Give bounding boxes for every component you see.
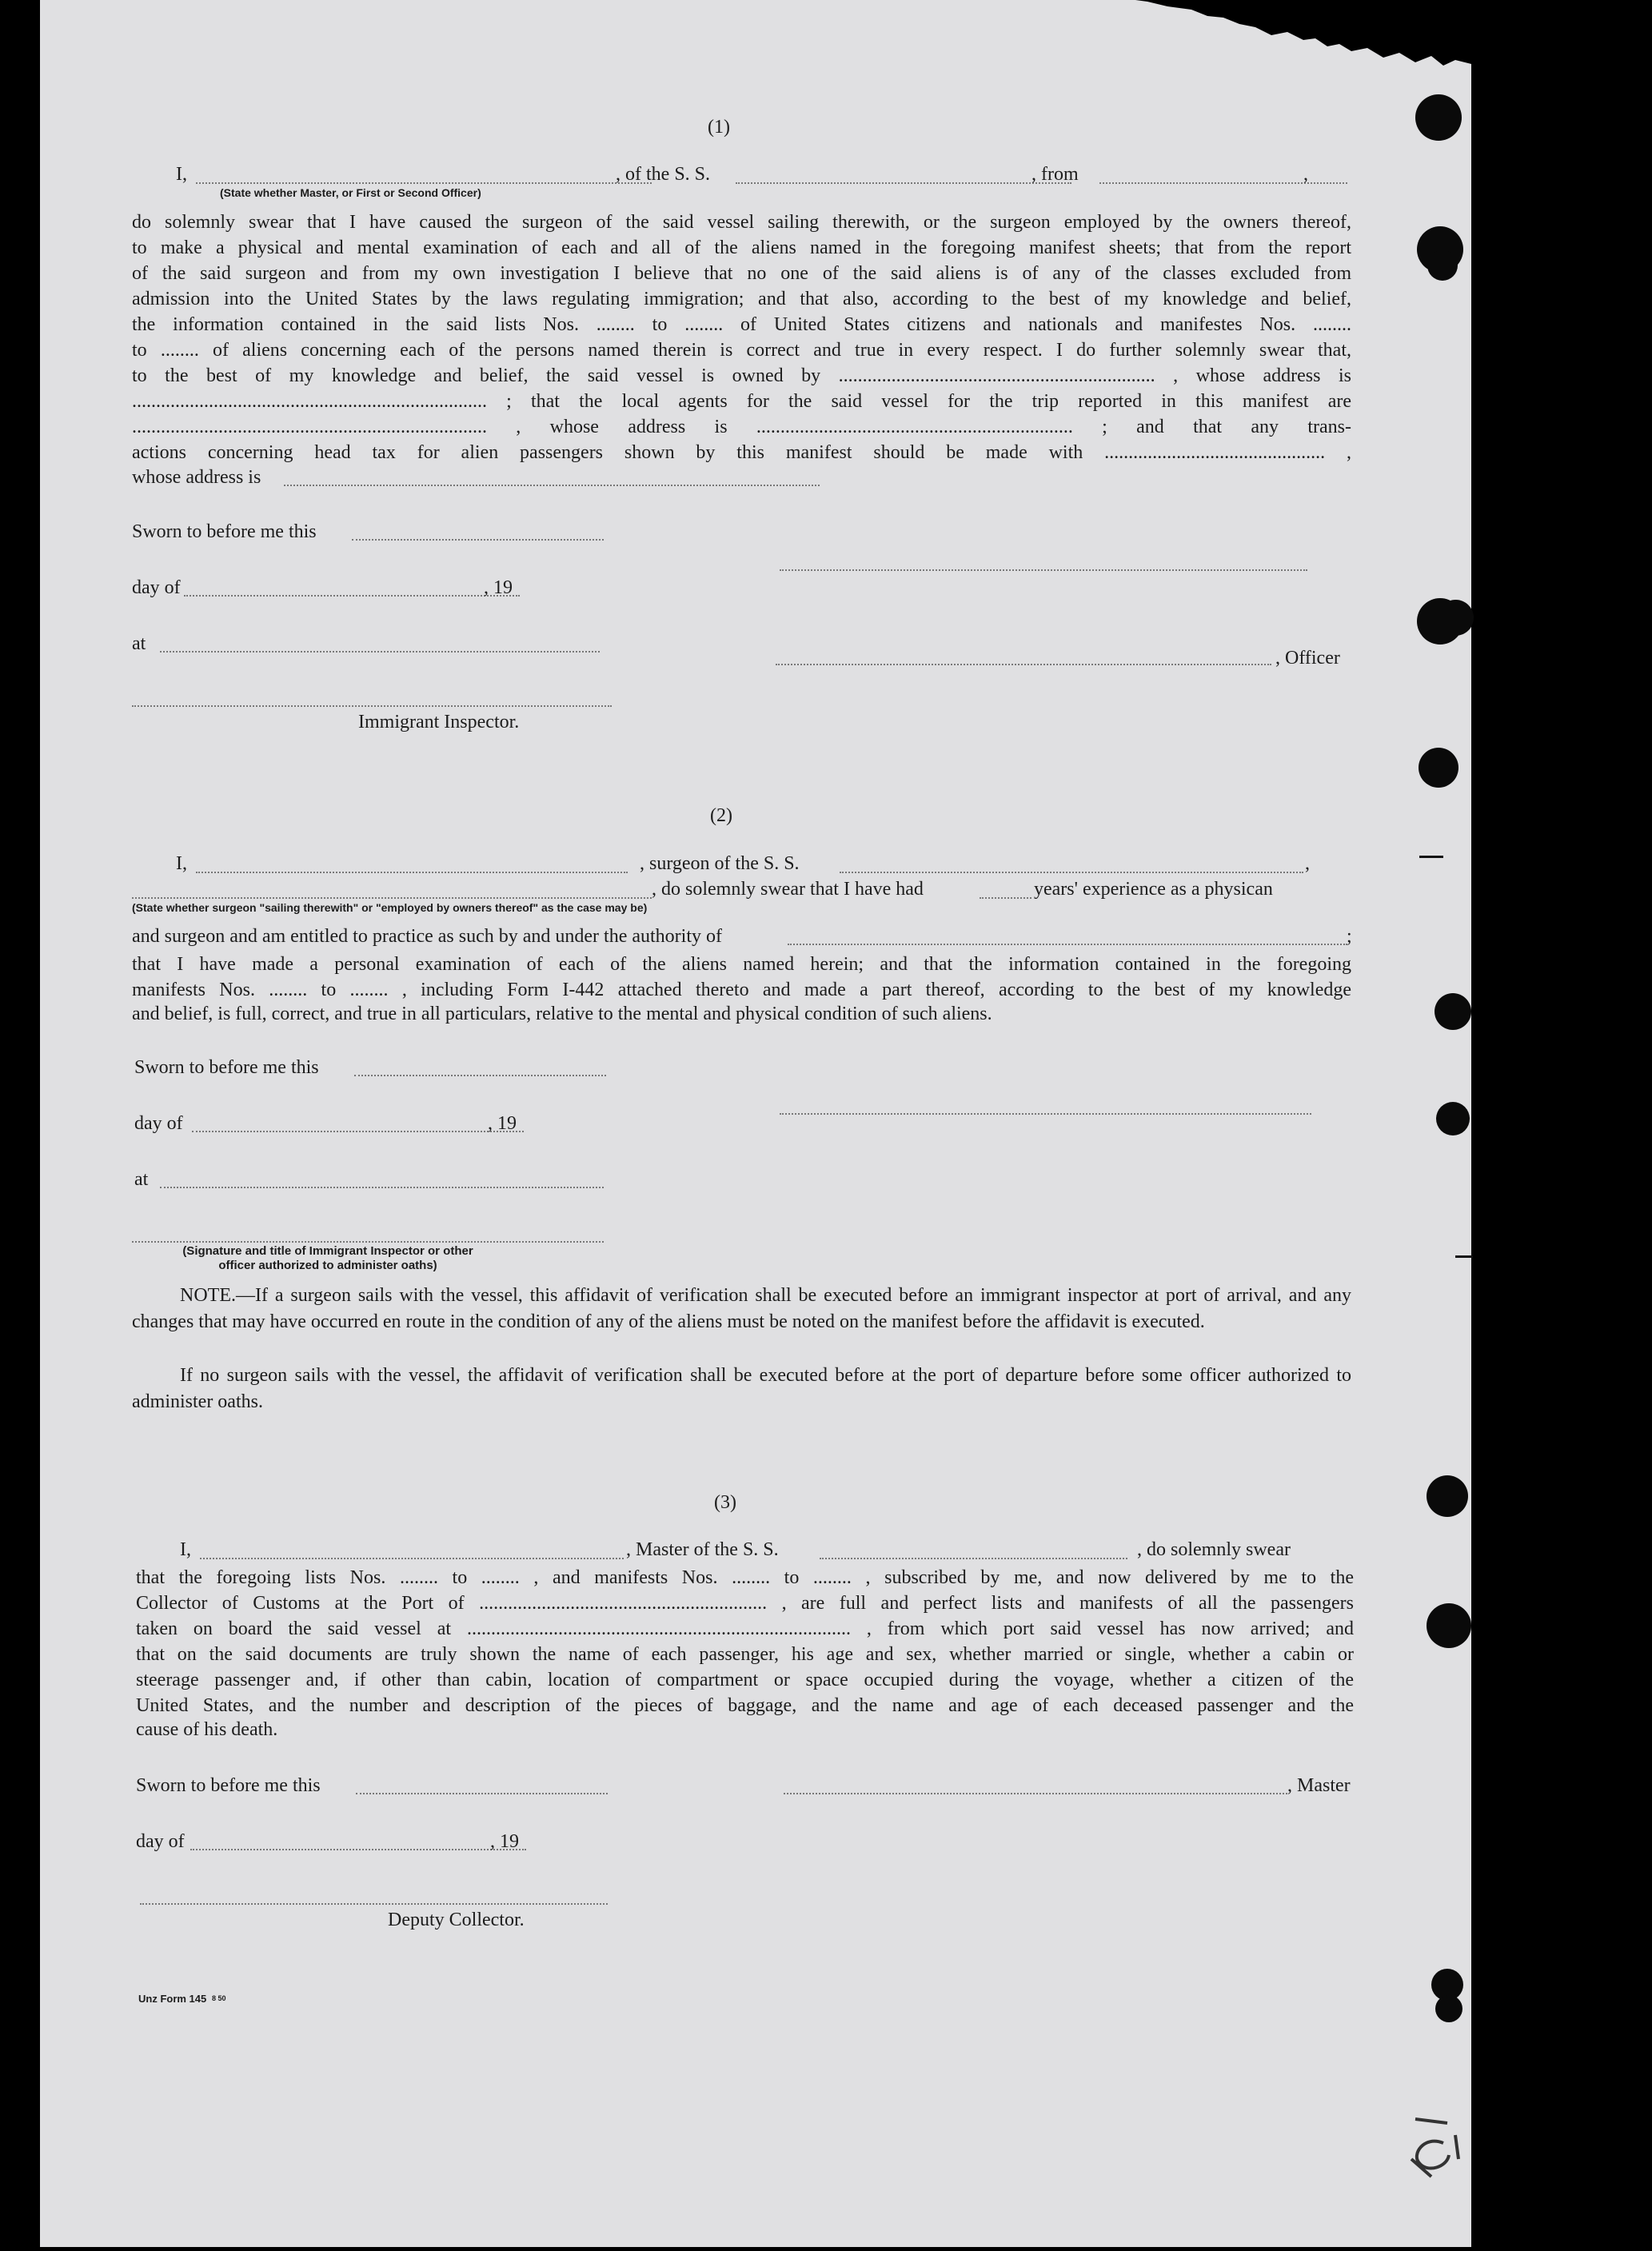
s2-status-note: (State whether surgeon "sailing therewith" or "employed by owners thereof" as the case may be) bbox=[132, 901, 648, 914]
s2-years-experience: years' experience as a physican bbox=[1034, 879, 1273, 900]
s1-sig-blank[interactable] bbox=[780, 569, 1307, 571]
s2-body-line: that I have made a personal examination of each of the aliens named herein; and that the information contained in the foregoing bbox=[132, 954, 1351, 975]
s1-sworn-blank[interactable] bbox=[352, 539, 604, 541]
s1-inspector-label: Immigrant Inspector. bbox=[358, 712, 520, 732]
punch-hole bbox=[1427, 250, 1458, 281]
punch-hole bbox=[1419, 748, 1458, 788]
s3-sworn-blank[interactable] bbox=[356, 1793, 608, 1794]
punch-hole bbox=[1435, 993, 1471, 1030]
punch-hole bbox=[1427, 1475, 1468, 1517]
s1-body-line: to the best of my knowledge and belief, the said vessel is owned by .................................................................. , whose address is bbox=[132, 365, 1351, 386]
s1-officer-note: (State whether Master, or First or Second Officer) bbox=[220, 186, 481, 199]
document-page: (1) I, , of the S. S. , from , (State whether Master, or First or Second Officer) do solemnly swear that I have caused the surgeon of the said vessel sailing therewith, or the surgeon employed by the owners thereof, to make a physical and mental examination of each and all of the aliens named in the foregoing manifest sheets; that from the report of the said surgeon and from my own investigation I believe that no one of the said aliens is of any of the classes excluded from admission into the United States by the laws regulating immigration; and that also, according to the best of my knowledge and belief, the information contained in the said lists Nos. ........ to ........ of United States citizens and nationals and manifestes Nos. ........ to ........ of aliens concerning each of the persons named therein is correct and true in every respect. I do further solemnly swear that, to the best of my knowledge and belief, the said vessel is owned by .................................................................. , whose address is .......................................................................... ; that the local agents for the said vessel for the trip reported in this manifest are .......................................................................... , whose address is .................................................................. ; and that any trans- actions concerning head tax for alien passengers shown by this manifest should be made with .............................................. , whose address is Sworn to before me this day of , 19 at , Officer Immigrant Inspector. (2) I, , surgeon of the S. S. , , do solemnly swear that I have had years' experience as a physican (State whether surgeon "sailing therewith" or "employed by owners thereof" as the case may be) and surgeon and am entitled to practice as such by and under the authority of ; that I have made a personal examination of each of the aliens named herein; and that the information contained in the foregoing manifests Nos. ........ to ........ , including Form I-442 attached thereto and made a part thereof, according to the best of my knowledge and belief, is full, correct, and true in all particulars, relative to the mental and physical condition of such aliens. Sworn to before me this day of , 19 at (Signature and title of Immigrant Inspector or other officer authorized to administer oaths) NOTE.—If a surgeon sails with the vessel, this affidavit of verification shall be executed before an immigrant inspector at port of arrival, and any changes that may have occurred en route in the condition of any of the aliens must be noted on the manifest before the affidavit is executed. If no surgeon sails with the vessel, the affidavit of verification shall be executed before at the port of departure before some officer authorized to administer oaths. (3) I, , Master of the S. S. , do solemnly swear that the foregoing lists Nos. ........ to ........ , and manifests Nos. ........ to ........ , subscribed by me, and now delivered by me to the Collector of Customs at the Port of ............................................................ , are full and perfect lists and manifests of all the passengers taken on board the said vessel at ................................................................................ , from which port said vessel has now arrived; and that on the said documents are truly shown the name of each passenger, his age and sex, whether married or single, whether a cabin or steerage passenger and, if other than cabin, location of compartment or space occupied during the voyage, whether a citizen of the United States, and the number and description of the pieces of baggage, and the name and age of each deceased passenger and the cause of his death. Sworn to before me this , Master day of , 19 Deputy Collector. Unz Form 145 8 50 bbox=[40, 0, 1471, 2247]
s1-body-line: to ........ of aliens concerning each of the persons named therein is correct and true in every respect. I do further solemnly swear that, bbox=[132, 340, 1351, 361]
s2-i: I, bbox=[176, 853, 187, 874]
s2-body-line: and belief, is full, correct, and true in all particulars, relative to the mental and physical condition of such aliens. bbox=[132, 1004, 992, 1024]
s1-day: day of bbox=[132, 577, 181, 598]
s2-inspector-blank[interactable] bbox=[132, 1241, 604, 1243]
s1-i: I, bbox=[176, 164, 187, 185]
s1-body-line: .......................................................................... ; that the local agents for the said vessel for the trip reported in this manifest are bbox=[132, 391, 1351, 412]
s2-sig-blank[interactable] bbox=[780, 1113, 1311, 1115]
s2-day-blank[interactable] bbox=[192, 1131, 524, 1132]
s3-body-line: steerage passenger and, if other than cabin, location of compartment or space occupied during the voyage, whether a citizen of the bbox=[136, 1670, 1354, 1690]
s2-authority-blank[interactable] bbox=[788, 944, 1347, 945]
margin-mark bbox=[1419, 856, 1443, 858]
margin-mark bbox=[1455, 1255, 1473, 1258]
s2-at-blank[interactable] bbox=[160, 1187, 604, 1188]
s3-day-blank[interactable] bbox=[190, 1849, 526, 1850]
section-1-heading: (1) bbox=[708, 117, 730, 138]
s3-collector-blank[interactable] bbox=[140, 1903, 608, 1905]
s1-body-line: to make a physical and mental examination of each and all of the aliens named in the foregoing manifest sheets; that from the report bbox=[132, 237, 1351, 258]
s3-master-label: , Master bbox=[1287, 1775, 1351, 1796]
punch-hole bbox=[1427, 1603, 1471, 1648]
s3-body-line: Collector of Customs at the Port of ............................................................ , are full and perfect lists and manifests of all the passengers bbox=[136, 1593, 1354, 1614]
s3-name-blank[interactable] bbox=[200, 1558, 624, 1559]
s2-years-blank[interactable] bbox=[980, 897, 1032, 899]
s1-address-blank[interactable] bbox=[284, 485, 820, 486]
punch-hole bbox=[1435, 1995, 1462, 2022]
s1-body-line: do solemnly swear that I have caused the surgeon of the said vessel sailing therewith, or the surgeon employed by the owners thereof, bbox=[132, 212, 1351, 233]
s1-sworn: Sworn to before me this bbox=[132, 521, 317, 542]
s2-sig-note: (Signature and title of Immigrant Inspector or other officer authorized to administer oaths) bbox=[182, 1244, 473, 1272]
form-number: Unz Form 145 bbox=[138, 1993, 207, 2005]
s2-surgeon-of-ss: , surgeon of the S. S. bbox=[640, 853, 800, 874]
s2-name-blank[interactable] bbox=[196, 872, 628, 873]
s3-sworn: Sworn to before me this bbox=[136, 1775, 321, 1796]
s3-body-line: taken on board the said vessel at ................................................................................ , from which port said vessel has now arrived; and bbox=[136, 1618, 1354, 1639]
s1-body-line: admission into the United States by the laws regulating immigration; and that also, according to the best of my knowledge and belief, bbox=[132, 289, 1351, 309]
s1-officer-label: , Officer bbox=[1275, 648, 1340, 669]
s3-i: I, bbox=[180, 1539, 191, 1560]
s2-at: at bbox=[134, 1169, 149, 1190]
s1-body-line: the information contained in the said lists Nos. ........ to ........ of United States citizens and nationals and manifestes Nos. ........ bbox=[132, 314, 1351, 335]
s1-body-line: .......................................................................... , whose address is .................................................................. ; and that any trans- bbox=[132, 417, 1351, 437]
s3-master-sig-blank[interactable] bbox=[784, 1793, 1287, 1794]
handwritten-mark bbox=[1399, 2111, 1463, 2183]
punch-hole bbox=[1415, 94, 1462, 141]
s2-body-line: manifests Nos. ........ to ........ , including Form I-442 attached thereto and made a part thereof, according to the best of my knowledge bbox=[132, 980, 1351, 1000]
s2-comma: , bbox=[1305, 853, 1310, 874]
punch-hole bbox=[1436, 1102, 1470, 1135]
s1-from-blank[interactable] bbox=[1099, 182, 1347, 184]
s2-sworn-blank[interactable] bbox=[354, 1075, 606, 1076]
s2-status-blank[interactable] bbox=[132, 897, 652, 899]
section-2-heading: (2) bbox=[710, 805, 732, 826]
s1-ship-blank[interactable] bbox=[736, 182, 1071, 184]
section-3-heading: (3) bbox=[714, 1492, 736, 1513]
s3-body-line: that the foregoing lists Nos. ........ to ........ , and manifests Nos. ........ to ........ , subscribed by me, and now delivered by me to the bbox=[136, 1567, 1354, 1588]
s1-body-line: of the said surgeon and from my own investigation I believe that no one of the said aliens is of any of the classes excluded from bbox=[132, 263, 1351, 284]
s3-day: day of bbox=[136, 1831, 185, 1852]
punch-hole bbox=[1438, 600, 1474, 636]
s1-inspector-blank[interactable] bbox=[132, 705, 612, 707]
s1-at-blank[interactable] bbox=[160, 651, 600, 653]
s1-at: at bbox=[132, 633, 146, 654]
s1-officer-sig-blank[interactable] bbox=[776, 664, 1271, 665]
form-code: 8 50 bbox=[212, 1994, 226, 2002]
s2-ship-blank[interactable] bbox=[840, 872, 1303, 873]
s2-body-line: and surgeon and am entitled to practice as such by and under the authority of bbox=[132, 926, 722, 947]
s3-body-line: cause of his death. bbox=[136, 1719, 278, 1740]
s1-day-blank[interactable] bbox=[184, 595, 520, 597]
s2-day: day of bbox=[134, 1113, 183, 1134]
s3-master-of-ss: , Master of the S. S. bbox=[626, 1539, 779, 1560]
s2-year: , 19 bbox=[488, 1113, 517, 1134]
s3-year: , 19 bbox=[490, 1831, 519, 1852]
s1-of-ss: , of the S. S. bbox=[616, 164, 711, 185]
s2-note-para: If no surgeon sails with the vessel, the affidavit of verification shall be executed before at the port of departure before some officer authorized to administer oaths. bbox=[132, 1365, 1351, 1412]
s3-swear: , do solemnly swear bbox=[1137, 1539, 1291, 1560]
s1-year: , 19 bbox=[484, 577, 513, 598]
s1-whose-address: whose address is bbox=[132, 467, 261, 488]
s1-body-line: actions concerning head tax for alien passengers shown by this manifest should be made with .............................................. , bbox=[132, 442, 1351, 463]
s1-officer-blank[interactable] bbox=[196, 182, 652, 184]
s2-note-para: NOTE.—If a surgeon sails with the vessel, this affidavit of verification shall be executed before an immigrant inspector at port of arrival, and any changes that may have occurred en route in the condition of any of the aliens must be noted on the manifest before the affidavit is executed. bbox=[132, 1285, 1351, 1332]
s2-sworn: Sworn to before me this bbox=[134, 1057, 319, 1078]
torn-corner bbox=[1135, 0, 1471, 72]
s1-from: , from bbox=[1032, 164, 1079, 185]
s3-collector-label: Deputy Collector. bbox=[388, 1910, 525, 1930]
s3-ship-blank[interactable] bbox=[820, 1558, 1127, 1559]
s3-body-line: United States, and the number and description of the pieces of baggage, and the name and age of each deceased passenger and the bbox=[136, 1695, 1354, 1716]
s2-solemnly: , do solemnly swear that I have had bbox=[652, 879, 924, 900]
s3-body-line: that on the said documents are truly shown the name of each passenger, his age and sex, whether married or single, whether a cabin or bbox=[136, 1644, 1354, 1665]
